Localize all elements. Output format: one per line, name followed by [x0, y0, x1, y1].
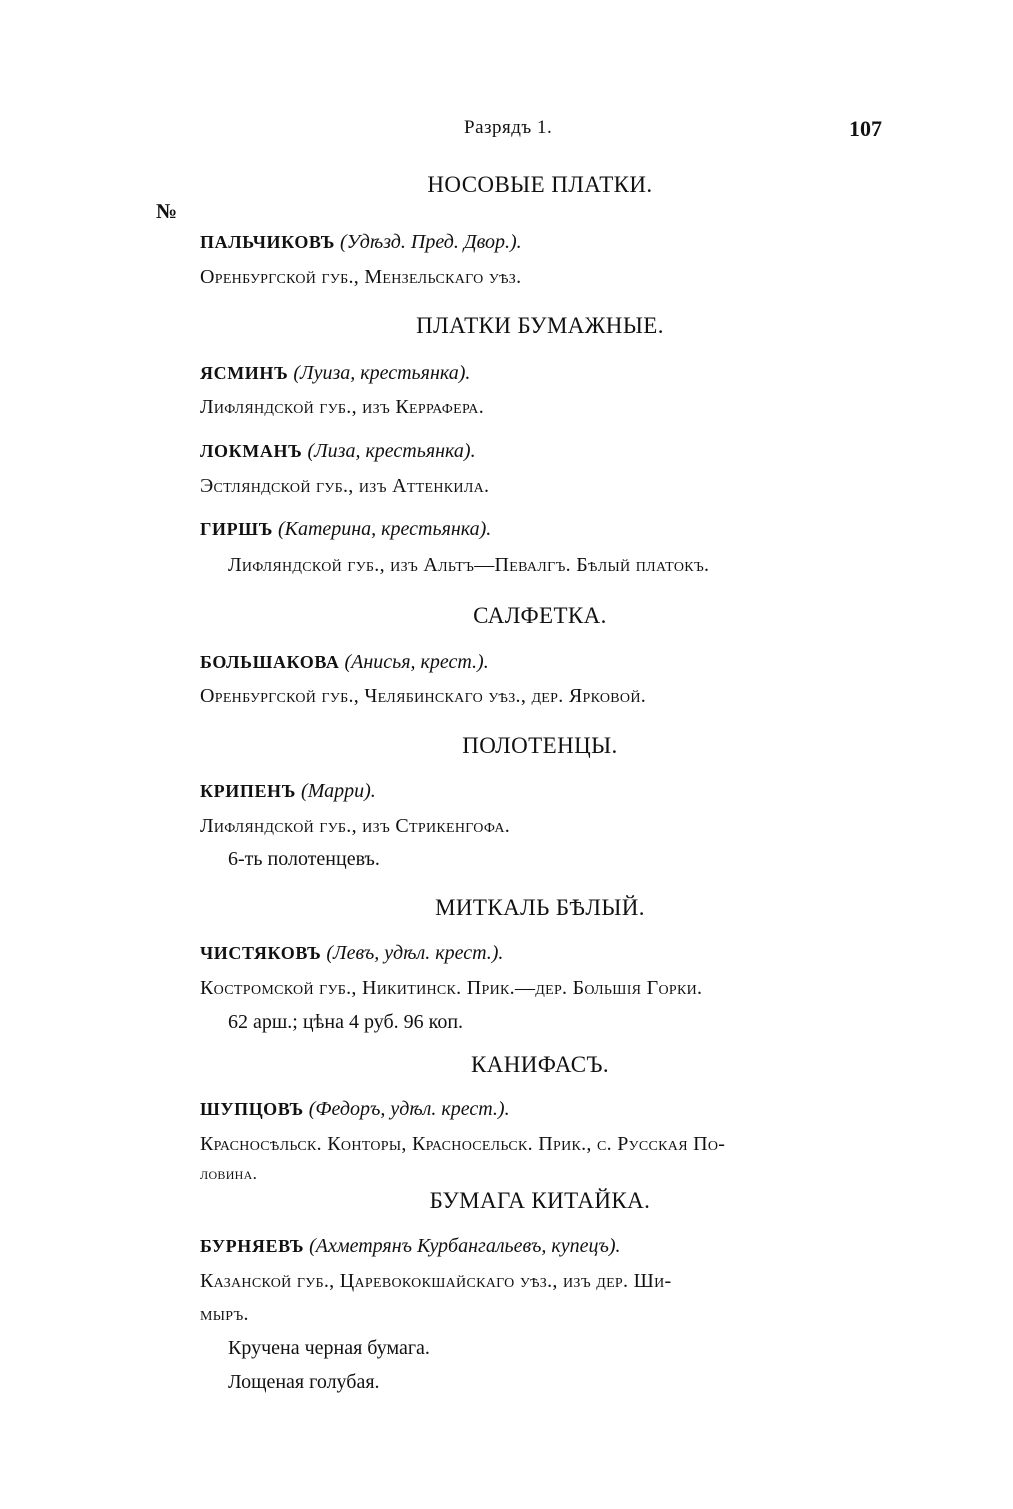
exhibitor-desc: (Анисья, крест.). — [344, 651, 489, 673]
exhibitor-desc: (Федоръ, удѣл. крест.). — [308, 1098, 510, 1120]
running-header: Разрядъ 1. — [464, 117, 553, 138]
exhibitor-desc: (Катерина, крестьянка). — [278, 518, 492, 540]
entry-name-line — [200, 651, 900, 674]
exhibitor-desc: (Удѣзд. Пред. Двор.). — [339, 231, 522, 253]
entry-name-line — [200, 231, 900, 254]
numero-mark: № — [156, 199, 178, 223]
entry-place: Лифляндской губ., изъ Керрафера. — [200, 396, 484, 418]
entry-place: Оренбургской губ., Мензельскаго уѣз. — [200, 266, 522, 288]
exhibitor-name: ПАЛЬЧИКОВЪ — [200, 232, 335, 252]
exhibitor-name: БУРНЯЕВЪ — [200, 1236, 305, 1256]
entry-name-line — [200, 942, 900, 965]
exhibitor-desc: (Луиза, крестьянка). — [293, 362, 471, 384]
exhibitor-name: ЯСМИНЪ — [200, 363, 289, 383]
entry-place: Лифляндской губ., изъ Альтъ—Певалгъ. Бѣлый платокъ. — [228, 554, 710, 576]
exhibitor-name: КРИПЕНЪ — [200, 781, 297, 801]
exhibitor-desc: (Левъ, удѣл. крест.). — [326, 942, 504, 964]
entry-place: Лифляндской губ., изъ Стрикенгофа. — [200, 815, 511, 837]
entry-place: Костромской губ., Никитинск. Прик.—дер. Большiя Горки. — [200, 977, 703, 999]
exhibitor-name: ЧИСТЯКОВЪ — [200, 943, 322, 963]
exhibitor-name: ШУПЦОВЪ — [200, 1099, 304, 1119]
section-heading: БУМАГА КИТАЙКА. — [429, 1188, 651, 1213]
exhibitor-desc: (Марри). — [301, 780, 376, 802]
section-heading: КАНИФАСЪ. — [471, 1052, 609, 1077]
entry-name-line — [200, 440, 900, 463]
exhibitor-name: ГИРШЪ — [200, 519, 273, 539]
entry-name-line — [200, 1098, 900, 1121]
entry-place: Оренбургской губ., Челябинскаго уѣз., дер. Ярковой. — [200, 685, 647, 707]
entry-place: Красносѣльск. Конторы, Красносельск. Прик., с. Русская По- — [200, 1133, 726, 1155]
entry-place-continued: мыръ. — [200, 1303, 249, 1325]
section-heading: ПЛАТКИ БУМАЖНЫЕ. — [416, 313, 664, 338]
entry-note: 6-ть полотенцевъ. — [228, 848, 380, 870]
entry-place: Казанской губ., Царевококшайскаго уѣз., изъ дер. Ши- — [200, 1270, 672, 1292]
entry-place-continued: ловина. — [200, 1164, 258, 1183]
entry-place: Эстляндской губ., изъ Аттенкила. — [200, 475, 490, 497]
section-heading: МИТКАЛЬ БѢЛЫЙ. — [435, 895, 645, 920]
section-heading: ПОЛОТЕНЦЫ. — [462, 733, 618, 758]
entry-note: 62 арш.; цѣна 4 руб. 96 коп. — [228, 1011, 464, 1033]
entry-note: Лощеная голубая. — [228, 1371, 380, 1393]
page-number: 107 — [849, 116, 882, 141]
entry-name-line — [200, 1235, 900, 1258]
exhibitor-name: ЛОКМАНЪ — [200, 441, 303, 461]
exhibitor-desc: (Ахметрянъ Курбангальевъ, купецъ). — [309, 1235, 621, 1257]
exhibitor-desc: (Лиза, крестьянка). — [307, 440, 476, 462]
entry-name-line — [200, 780, 900, 803]
entry-note: Кручена черная бумага. — [228, 1337, 430, 1359]
section-heading: САЛФЕТКА. — [473, 603, 607, 628]
entry-name-line — [200, 518, 900, 541]
entry-name-line — [200, 362, 900, 385]
exhibitor-name: БОЛЬШАКОВА — [200, 652, 340, 672]
section-heading: НОСОВЫЕ ПЛАТКИ. — [427, 172, 653, 197]
